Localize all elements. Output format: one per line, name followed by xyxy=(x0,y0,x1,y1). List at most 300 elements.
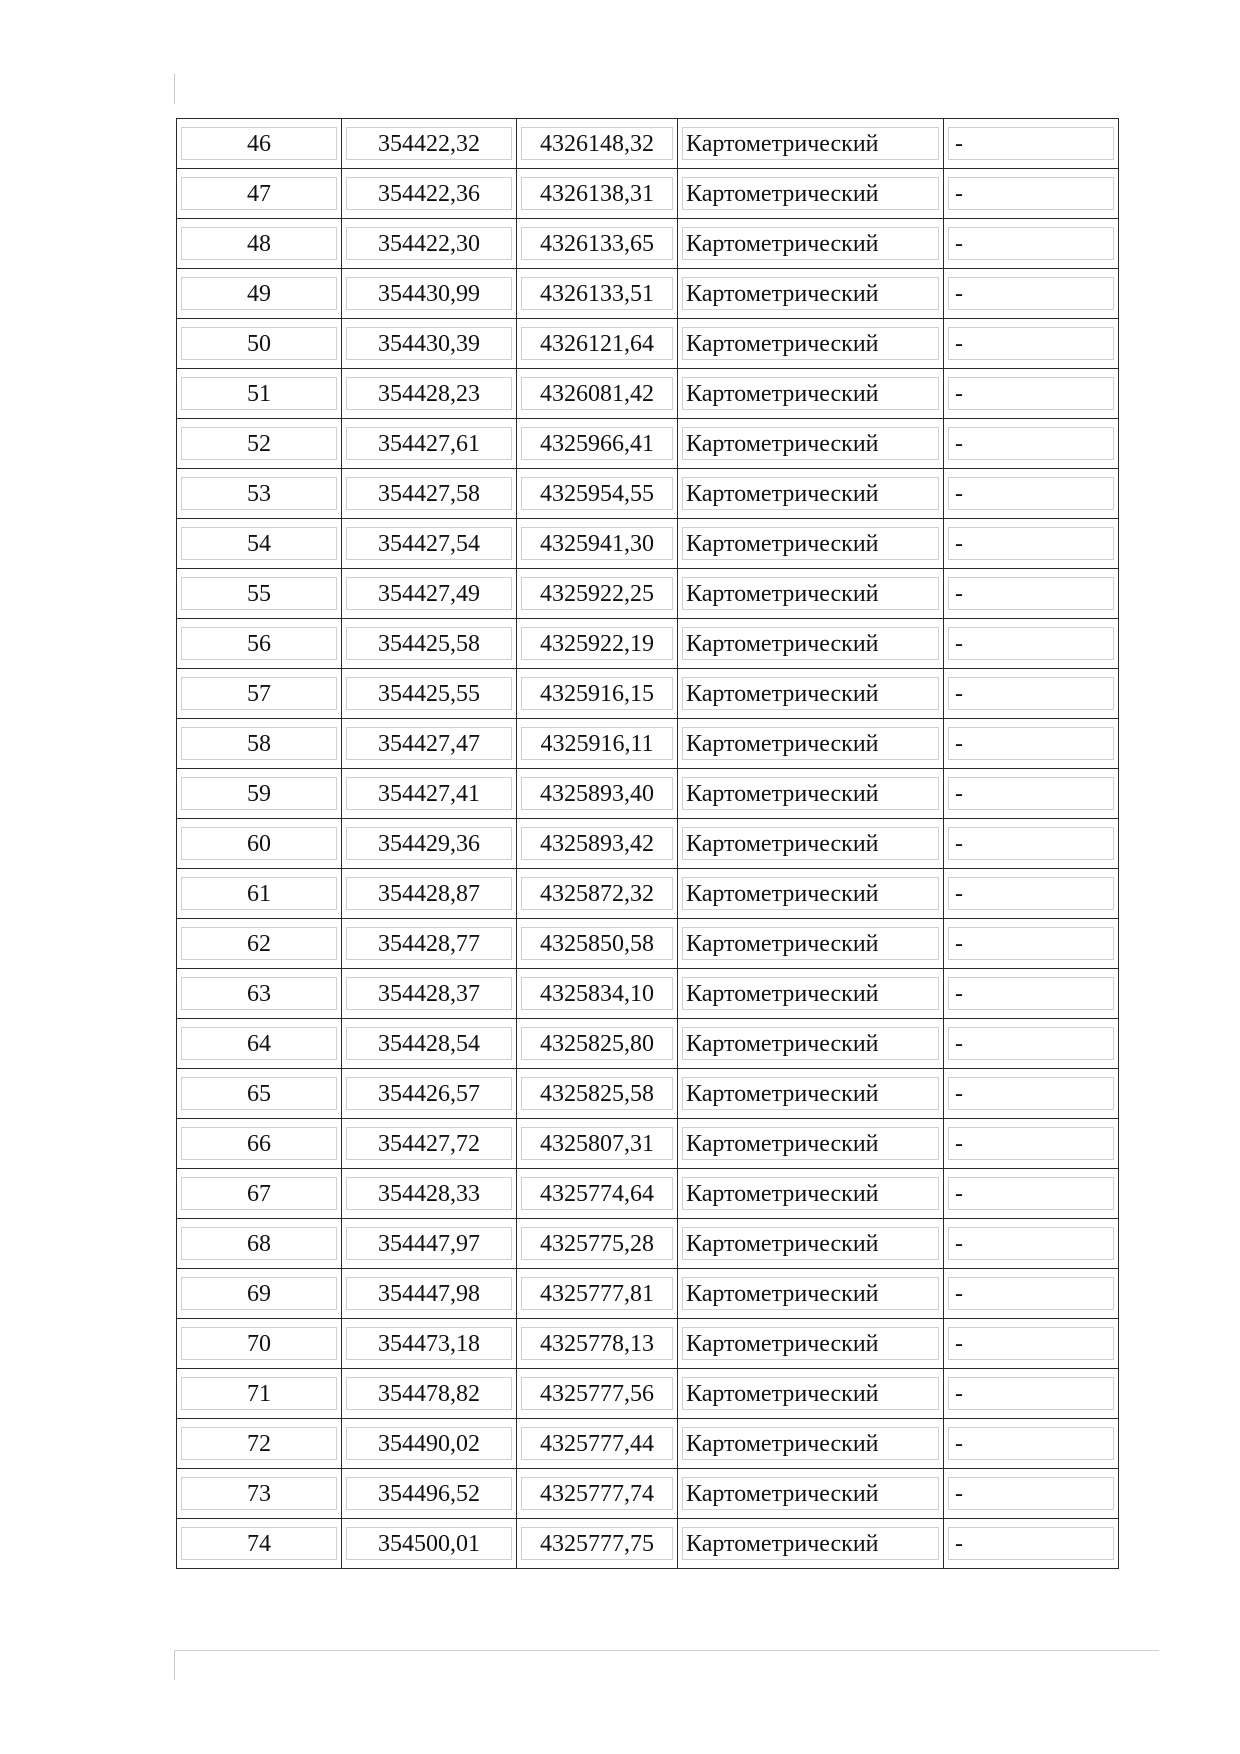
point-number-cell xyxy=(177,819,342,869)
x-coordinate-cell-text: 354425,58 xyxy=(346,627,512,660)
note-cell-text: - xyxy=(948,377,1114,410)
table-row xyxy=(177,919,1119,969)
point-number-cell xyxy=(177,419,342,469)
x-coordinate-cell xyxy=(342,719,517,769)
method-cell-text: Картометрический xyxy=(682,727,939,760)
method-cell-text: Картометрический xyxy=(682,1477,939,1510)
note-cell-text: - xyxy=(948,477,1114,510)
point-number-cell-text: 72 xyxy=(181,1427,337,1460)
x-coordinate-cell-text: 354422,32 xyxy=(346,127,512,160)
point-number-cell-text: 60 xyxy=(181,827,337,860)
method-cell xyxy=(678,619,944,669)
method-cell-text: Картометрический xyxy=(682,1227,939,1260)
point-number-cell-text: 58 xyxy=(181,727,337,760)
method-cell xyxy=(678,819,944,869)
point-number-cell xyxy=(177,669,342,719)
y-coordinate-cell xyxy=(517,1519,678,1569)
table-row xyxy=(177,1419,1119,1469)
method-cell-text: Картометрический xyxy=(682,477,939,510)
x-coordinate-cell-text: 354427,58 xyxy=(346,477,512,510)
method-cell xyxy=(678,369,944,419)
note-cell-text: - xyxy=(948,327,1114,360)
point-number-cell-text: 59 xyxy=(181,777,337,810)
note-cell xyxy=(944,169,1119,219)
y-coordinate-cell xyxy=(517,169,678,219)
method-cell xyxy=(678,919,944,969)
x-coordinate-cell xyxy=(342,1519,517,1569)
note-cell-text: - xyxy=(948,927,1114,960)
y-coordinate-cell xyxy=(517,419,678,469)
y-coordinate-cell-text: 4325893,42 xyxy=(521,827,673,860)
y-coordinate-cell xyxy=(517,1469,678,1519)
table-row xyxy=(177,519,1119,569)
y-coordinate-cell-text: 4325777,81 xyxy=(521,1277,673,1310)
note-cell xyxy=(944,269,1119,319)
y-coordinate-cell-text: 4325825,58 xyxy=(521,1077,673,1110)
point-number-cell xyxy=(177,169,342,219)
y-coordinate-cell-text: 4326133,65 xyxy=(521,227,673,260)
y-coordinate-cell xyxy=(517,119,678,169)
y-coordinate-cell xyxy=(517,1369,678,1419)
note-cell xyxy=(944,1069,1119,1119)
y-coordinate-cell-text: 4325916,11 xyxy=(521,727,673,760)
method-cell-text: Картометрический xyxy=(682,1077,939,1110)
table-row xyxy=(177,669,1119,719)
x-coordinate-cell xyxy=(342,869,517,919)
note-cell xyxy=(944,869,1119,919)
x-coordinate-cell-text: 354427,41 xyxy=(346,777,512,810)
point-number-cell-text: 55 xyxy=(181,577,337,610)
point-number-cell xyxy=(177,1369,342,1419)
point-number-cell xyxy=(177,1169,342,1219)
x-coordinate-cell-text: 354428,87 xyxy=(346,877,512,910)
method-cell xyxy=(678,569,944,619)
y-coordinate-cell xyxy=(517,1419,678,1469)
x-coordinate-cell-text: 354428,54 xyxy=(346,1027,512,1060)
x-coordinate-cell xyxy=(342,1419,517,1469)
x-coordinate-cell xyxy=(342,469,517,519)
y-coordinate-cell xyxy=(517,219,678,269)
x-coordinate-cell xyxy=(342,1369,517,1419)
coordinates-table xyxy=(176,118,1119,1569)
point-number-cell-text: 70 xyxy=(181,1327,337,1360)
method-cell-text: Картометрический xyxy=(682,427,939,460)
note-cell xyxy=(944,1019,1119,1069)
point-number-cell xyxy=(177,219,342,269)
x-coordinate-cell-text: 354478,82 xyxy=(346,1377,512,1410)
point-number-cell xyxy=(177,1069,342,1119)
y-coordinate-cell-text: 4325775,28 xyxy=(521,1227,673,1260)
table-row xyxy=(177,719,1119,769)
note-cell-text: - xyxy=(948,277,1114,310)
x-coordinate-cell xyxy=(342,119,517,169)
method-cell xyxy=(678,1019,944,1069)
y-coordinate-cell-text: 4325850,58 xyxy=(521,927,673,960)
note-cell-text: - xyxy=(948,1077,1114,1110)
method-cell xyxy=(678,1219,944,1269)
method-cell-text: Картометрический xyxy=(682,827,939,860)
note-cell-text: - xyxy=(948,777,1114,810)
note-cell xyxy=(944,519,1119,569)
x-coordinate-cell-text: 354427,49 xyxy=(346,577,512,610)
method-cell-text: Картометрический xyxy=(682,327,939,360)
point-number-cell-text: 63 xyxy=(181,977,337,1010)
note-cell xyxy=(944,1119,1119,1169)
x-coordinate-cell-text: 354500,01 xyxy=(346,1527,512,1560)
method-cell-text: Картометрический xyxy=(682,577,939,610)
point-number-cell-text: 74 xyxy=(181,1527,337,1560)
note-cell xyxy=(944,219,1119,269)
method-cell xyxy=(678,169,944,219)
x-coordinate-cell-text: 354426,57 xyxy=(346,1077,512,1110)
point-number-cell xyxy=(177,619,342,669)
note-cell xyxy=(944,1369,1119,1419)
x-coordinate-cell xyxy=(342,519,517,569)
x-coordinate-cell-text: 354427,47 xyxy=(346,727,512,760)
x-coordinate-cell-text: 354473,18 xyxy=(346,1327,512,1360)
point-number-cell-text: 67 xyxy=(181,1177,337,1210)
point-number-cell-text: 50 xyxy=(181,327,337,360)
point-number-cell xyxy=(177,719,342,769)
note-cell-text: - xyxy=(948,627,1114,660)
y-coordinate-cell xyxy=(517,1219,678,1269)
note-cell-text: - xyxy=(948,727,1114,760)
table-row xyxy=(177,1319,1119,1369)
x-coordinate-cell xyxy=(342,269,517,319)
point-number-cell-text: 51 xyxy=(181,377,337,410)
method-cell xyxy=(678,469,944,519)
table-row xyxy=(177,369,1119,419)
y-coordinate-cell-text: 4325941,30 xyxy=(521,527,673,560)
y-coordinate-cell xyxy=(517,1019,678,1069)
note-cell-text: - xyxy=(948,1277,1114,1310)
note-cell xyxy=(944,469,1119,519)
y-coordinate-cell-text: 4326081,42 xyxy=(521,377,673,410)
table-row xyxy=(177,819,1119,869)
table-row xyxy=(177,1269,1119,1319)
x-coordinate-cell xyxy=(342,1469,517,1519)
note-cell xyxy=(944,369,1119,419)
method-cell-text: Картометрический xyxy=(682,377,939,410)
y-coordinate-cell-text: 4326138,31 xyxy=(521,177,673,210)
note-cell-text: - xyxy=(948,1177,1114,1210)
method-cell xyxy=(678,669,944,719)
x-coordinate-cell-text: 354428,77 xyxy=(346,927,512,960)
y-coordinate-cell xyxy=(517,319,678,369)
method-cell-text: Картометрический xyxy=(682,1127,939,1160)
y-coordinate-cell-text: 4325774,64 xyxy=(521,1177,673,1210)
table-row xyxy=(177,1369,1119,1419)
y-coordinate-cell-text: 4325893,40 xyxy=(521,777,673,810)
table-row xyxy=(177,1169,1119,1219)
note-cell-text: - xyxy=(948,1477,1114,1510)
x-coordinate-cell-text: 354428,33 xyxy=(346,1177,512,1210)
y-coordinate-cell-text: 4325834,10 xyxy=(521,977,673,1010)
x-coordinate-cell xyxy=(342,569,517,619)
x-coordinate-cell-text: 354427,54 xyxy=(346,527,512,560)
x-coordinate-cell-text: 354428,37 xyxy=(346,977,512,1010)
table-row xyxy=(177,569,1119,619)
point-number-cell-text: 61 xyxy=(181,877,337,910)
table-row xyxy=(177,319,1119,369)
x-coordinate-cell xyxy=(342,1169,517,1219)
y-coordinate-cell xyxy=(517,619,678,669)
point-number-cell xyxy=(177,1469,342,1519)
note-cell xyxy=(944,719,1119,769)
method-cell xyxy=(678,269,944,319)
note-cell xyxy=(944,569,1119,619)
note-cell-text: - xyxy=(948,977,1114,1010)
x-coordinate-cell xyxy=(342,1019,517,1069)
method-cell-text: Картометрический xyxy=(682,1327,939,1360)
method-cell-text: Картометрический xyxy=(682,1427,939,1460)
x-coordinate-cell-text: 354430,39 xyxy=(346,327,512,360)
method-cell xyxy=(678,1469,944,1519)
method-cell xyxy=(678,969,944,1019)
note-cell-text: - xyxy=(948,1027,1114,1060)
note-cell xyxy=(944,1319,1119,1369)
note-cell xyxy=(944,1219,1119,1269)
x-coordinate-cell-text: 354447,98 xyxy=(346,1277,512,1310)
y-coordinate-cell-text: 4325966,41 xyxy=(521,427,673,460)
note-cell-text: - xyxy=(948,527,1114,560)
method-cell xyxy=(678,769,944,819)
method-cell-text: Картометрический xyxy=(682,177,939,210)
method-cell-text: Картометрический xyxy=(682,277,939,310)
note-cell-text: - xyxy=(948,177,1114,210)
y-coordinate-cell xyxy=(517,819,678,869)
y-coordinate-cell-text: 4325777,75 xyxy=(521,1527,673,1560)
x-coordinate-cell-text: 354425,55 xyxy=(346,677,512,710)
page-margin-mark-top xyxy=(174,74,175,104)
y-coordinate-cell xyxy=(517,1069,678,1119)
x-coordinate-cell xyxy=(342,969,517,1019)
method-cell-text: Картометрический xyxy=(682,127,939,160)
method-cell-text: Картометрический xyxy=(682,1377,939,1410)
method-cell-text: Картометрический xyxy=(682,527,939,560)
y-coordinate-cell xyxy=(517,369,678,419)
method-cell xyxy=(678,1419,944,1469)
point-number-cell xyxy=(177,1319,342,1369)
table-row xyxy=(177,419,1119,469)
y-coordinate-cell-text: 4325922,19 xyxy=(521,627,673,660)
x-coordinate-cell xyxy=(342,169,517,219)
y-coordinate-cell xyxy=(517,1119,678,1169)
point-number-cell xyxy=(177,369,342,419)
point-number-cell xyxy=(177,1219,342,1269)
method-cell-text: Картометрический xyxy=(682,977,939,1010)
y-coordinate-cell-text: 4325777,56 xyxy=(521,1377,673,1410)
table-row xyxy=(177,619,1119,669)
method-cell xyxy=(678,119,944,169)
method-cell xyxy=(678,1369,944,1419)
y-coordinate-cell xyxy=(517,519,678,569)
y-coordinate-cell-text: 4325777,44 xyxy=(521,1427,673,1460)
note-cell-text: - xyxy=(948,677,1114,710)
y-coordinate-cell-text: 4325777,74 xyxy=(521,1477,673,1510)
method-cell-text: Картометрический xyxy=(682,227,939,260)
note-cell-text: - xyxy=(948,1327,1114,1360)
x-coordinate-cell xyxy=(342,369,517,419)
table-row xyxy=(177,1019,1119,1069)
point-number-cell xyxy=(177,919,342,969)
y-coordinate-cell xyxy=(517,869,678,919)
point-number-cell xyxy=(177,469,342,519)
y-coordinate-cell-text: 4326148,32 xyxy=(521,127,673,160)
note-cell xyxy=(944,969,1119,1019)
note-cell xyxy=(944,769,1119,819)
x-coordinate-cell-text: 354422,30 xyxy=(346,227,512,260)
method-cell-text: Картометрический xyxy=(682,777,939,810)
table-row xyxy=(177,1219,1119,1269)
point-number-cell xyxy=(177,969,342,1019)
point-number-cell-text: 57 xyxy=(181,677,337,710)
note-cell-text: - xyxy=(948,127,1114,160)
table-row xyxy=(177,1519,1119,1569)
note-cell-text: - xyxy=(948,1377,1114,1410)
note-cell xyxy=(944,669,1119,719)
point-number-cell xyxy=(177,1119,342,1169)
note-cell xyxy=(944,1269,1119,1319)
point-number-cell-text: 69 xyxy=(181,1277,337,1310)
method-cell-text: Картометрический xyxy=(682,677,939,710)
point-number-cell-text: 65 xyxy=(181,1077,337,1110)
point-number-cell xyxy=(177,1269,342,1319)
y-coordinate-cell xyxy=(517,269,678,319)
y-coordinate-cell xyxy=(517,669,678,719)
point-number-cell-text: 73 xyxy=(181,1477,337,1510)
y-coordinate-cell-text: 4325922,25 xyxy=(521,577,673,610)
point-number-cell-text: 71 xyxy=(181,1377,337,1410)
method-cell xyxy=(678,419,944,469)
point-number-cell-text: 46 xyxy=(181,127,337,160)
method-cell xyxy=(678,1319,944,1369)
note-cell-text: - xyxy=(948,1227,1114,1260)
x-coordinate-cell xyxy=(342,669,517,719)
note-cell-text: - xyxy=(948,427,1114,460)
x-coordinate-cell xyxy=(342,1269,517,1319)
point-number-cell-text: 62 xyxy=(181,927,337,960)
y-coordinate-cell-text: 4325778,13 xyxy=(521,1327,673,1360)
x-coordinate-cell xyxy=(342,769,517,819)
method-cell xyxy=(678,1169,944,1219)
method-cell-text: Картометрический xyxy=(682,1527,939,1560)
method-cell-text: Картометрический xyxy=(682,1027,939,1060)
x-coordinate-cell xyxy=(342,419,517,469)
y-coordinate-cell xyxy=(517,719,678,769)
x-coordinate-cell-text: 354427,61 xyxy=(346,427,512,460)
x-coordinate-cell-text: 354427,72 xyxy=(346,1127,512,1160)
x-coordinate-cell-text: 354429,36 xyxy=(346,827,512,860)
y-coordinate-cell-text: 4325954,55 xyxy=(521,477,673,510)
note-cell-text: - xyxy=(948,1127,1114,1160)
note-cell xyxy=(944,119,1119,169)
note-cell-text: - xyxy=(948,1527,1114,1560)
point-number-cell-text: 68 xyxy=(181,1227,337,1260)
coordinates-table-body xyxy=(177,119,1119,1569)
method-cell xyxy=(678,1119,944,1169)
x-coordinate-cell xyxy=(342,819,517,869)
point-number-cell-text: 54 xyxy=(181,527,337,560)
note-cell xyxy=(944,1519,1119,1569)
table-row xyxy=(177,869,1119,919)
point-number-cell xyxy=(177,269,342,319)
table-row xyxy=(177,169,1119,219)
method-cell xyxy=(678,319,944,369)
y-coordinate-cell-text: 4325916,15 xyxy=(521,677,673,710)
table-row xyxy=(177,1119,1119,1169)
method-cell-text: Картометрический xyxy=(682,1277,939,1310)
point-number-cell-text: 48 xyxy=(181,227,337,260)
note-cell-text: - xyxy=(948,1427,1114,1460)
method-cell xyxy=(678,719,944,769)
x-coordinate-cell xyxy=(342,319,517,369)
table-row xyxy=(177,469,1119,519)
point-number-cell xyxy=(177,1419,342,1469)
table-row xyxy=(177,1469,1119,1519)
x-coordinate-cell xyxy=(342,1319,517,1369)
point-number-cell-text: 64 xyxy=(181,1027,337,1060)
y-coordinate-cell xyxy=(517,1269,678,1319)
y-coordinate-cell xyxy=(517,919,678,969)
note-cell xyxy=(944,819,1119,869)
point-number-cell xyxy=(177,869,342,919)
x-coordinate-cell xyxy=(342,1219,517,1269)
note-cell-text: - xyxy=(948,827,1114,860)
method-cell-text: Картометрический xyxy=(682,927,939,960)
y-coordinate-cell-text: 4325807,31 xyxy=(521,1127,673,1160)
point-number-cell xyxy=(177,769,342,819)
table-row xyxy=(177,219,1119,269)
x-coordinate-cell-text: 354447,97 xyxy=(346,1227,512,1260)
point-number-cell-text: 52 xyxy=(181,427,337,460)
point-number-cell xyxy=(177,319,342,369)
point-number-cell-text: 47 xyxy=(181,177,337,210)
point-number-cell xyxy=(177,519,342,569)
table-row xyxy=(177,769,1119,819)
note-cell xyxy=(944,1419,1119,1469)
y-coordinate-cell xyxy=(517,969,678,1019)
method-cell xyxy=(678,1519,944,1569)
x-coordinate-cell-text: 354422,36 xyxy=(346,177,512,210)
y-coordinate-cell xyxy=(517,1169,678,1219)
method-cell-text: Картометрический xyxy=(682,877,939,910)
point-number-cell xyxy=(177,1519,342,1569)
x-coordinate-cell-text: 354428,23 xyxy=(346,377,512,410)
y-coordinate-cell-text: 4325825,80 xyxy=(521,1027,673,1060)
note-cell xyxy=(944,1469,1119,1519)
point-number-cell xyxy=(177,119,342,169)
note-cell-text: - xyxy=(948,227,1114,260)
x-coordinate-cell-text: 354490,02 xyxy=(346,1427,512,1460)
note-cell xyxy=(944,1169,1119,1219)
x-coordinate-cell-text: 354430,99 xyxy=(346,277,512,310)
x-coordinate-cell xyxy=(342,619,517,669)
table-row xyxy=(177,969,1119,1019)
point-number-cell-text: 66 xyxy=(181,1127,337,1160)
point-number-cell-text: 56 xyxy=(181,627,337,660)
note-cell-text: - xyxy=(948,577,1114,610)
x-coordinate-cell xyxy=(342,1119,517,1169)
method-cell xyxy=(678,519,944,569)
x-coordinate-cell xyxy=(342,219,517,269)
note-cell xyxy=(944,619,1119,669)
method-cell xyxy=(678,869,944,919)
x-coordinate-cell xyxy=(342,919,517,969)
method-cell xyxy=(678,219,944,269)
y-coordinate-cell-text: 4326121,64 xyxy=(521,327,673,360)
method-cell xyxy=(678,1069,944,1119)
